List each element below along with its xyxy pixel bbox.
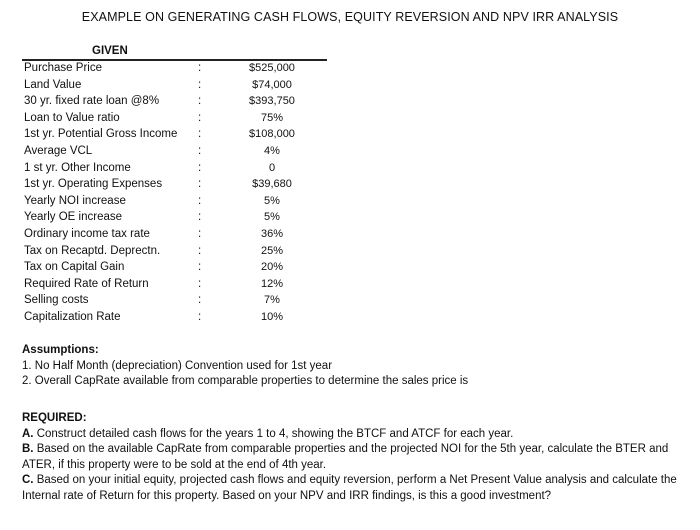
- assumption-item-1: 1. No Half Month (depreciation) Convention used for 1st year: [22, 359, 333, 372]
- given-header: [22, 45, 327, 61]
- given-value: 7%: [264, 294, 280, 307]
- given-label: Tax on Recaptd. Deprectn.: [24, 244, 161, 257]
- required-item-letter: A.: [22, 427, 34, 440]
- given-value: $393,750: [249, 95, 295, 108]
- given-colon: :: [198, 78, 202, 91]
- given-colon: :: [198, 62, 202, 74]
- given-row-capital-gain-tax: [22, 261, 327, 278]
- required-heading: REQUIRED:: [22, 412, 87, 424]
- given-colon: :: [198, 211, 202, 224]
- given-colon: :: [198, 227, 202, 240]
- page-title: EXAMPLE ON GENERATING CASH FLOWS, EQUITY REVERSION AND NPV IRR ANALYSIS: [81, 10, 619, 24]
- given-value: $74,000: [252, 78, 292, 91]
- given-colon: :: [198, 261, 202, 274]
- given-label: Ordinary income tax rate: [24, 227, 150, 240]
- given-row-required-return: [22, 278, 327, 295]
- required-item-a: [22, 427, 692, 443]
- given-label: 1 st yr. Other Income: [24, 161, 131, 174]
- given-value: $39,680: [252, 178, 292, 191]
- given-header-label: GIVEN: [92, 45, 128, 57]
- given-label: Land Value: [24, 78, 82, 91]
- given-colon: :: [198, 161, 202, 174]
- required-item-letter: B.: [22, 443, 34, 455]
- required-item-c: [22, 473, 692, 504]
- given-value: 25%: [260, 244, 284, 257]
- given-row-operating-expenses: [22, 178, 327, 195]
- given-value: 36%: [260, 227, 284, 240]
- assumptions-section: [22, 343, 692, 390]
- given-row-recapture-tax: [22, 245, 327, 262]
- given-value: 75%: [260, 111, 284, 124]
- given-row-loan: [22, 95, 327, 112]
- given-colon: :: [198, 244, 202, 257]
- required-item-letter: C.: [22, 474, 34, 486]
- given-colon: :: [198, 294, 202, 307]
- given-label: Purchase Price: [24, 62, 102, 74]
- given-row-ltv: [22, 112, 327, 129]
- given-row-cap-rate: [22, 311, 327, 328]
- given-row-vcl: [22, 145, 327, 162]
- required-section: [22, 411, 692, 504]
- given-label: Tax on Capital Gain: [24, 261, 125, 274]
- required-item-text: Based on your initial equity, projected cash flows and equity reversion, perform a Net Present Value analysis and calculate the Internal rate of Return for this property. Based on your NPV and IRR findings, is this a good investment?: [22, 474, 677, 502]
- given-row-other-income: [22, 162, 327, 179]
- given-value: 20%: [260, 261, 284, 274]
- given-label: Average VCL: [24, 144, 93, 157]
- given-value: $525,000: [249, 62, 295, 74]
- given-label: 30 yr. fixed rate loan @8%: [24, 95, 160, 108]
- given-row-selling-costs: [22, 294, 327, 311]
- required-item-text: Construct detailed cash flows for the years 1 to 4, showing the BTCF and ATCF for each year.: [33, 427, 514, 440]
- given-colon: :: [198, 111, 202, 124]
- given-colon: :: [198, 194, 202, 207]
- required-item-text: Based on the available CapRate from comparable properties and the projected NOI for the 5th year, calculate the BTER and ATER, if this property were to be sold at the end of 4th year.: [22, 443, 669, 471]
- assumption-item-2: 2. Overall CapRate available from comparable properties to determine the sales price is: [22, 375, 469, 387]
- given-colon: :: [198, 95, 202, 108]
- given-label: Capitalization Rate: [24, 310, 121, 323]
- given-row-purchase-price: [22, 62, 327, 79]
- given-row-land-value: [22, 79, 327, 96]
- given-value: 10%: [260, 310, 284, 323]
- given-colon: :: [198, 178, 202, 191]
- assumptions-heading: Assumptions:: [22, 344, 99, 356]
- given-label: 1st yr. Potential Gross Income: [24, 128, 178, 141]
- given-row-pgi: [22, 128, 327, 145]
- given-colon: :: [198, 310, 202, 323]
- required-item-b: [22, 442, 692, 473]
- given-label: Selling costs: [24, 294, 89, 307]
- given-value: 4%: [264, 144, 280, 157]
- given-label: Yearly NOI increase: [24, 194, 126, 207]
- given-row-noi-increase: [22, 195, 327, 212]
- given-label: Yearly OE increase: [24, 211, 123, 224]
- given-value: 12%: [260, 277, 284, 290]
- given-label: 1st yr. Operating Expenses: [24, 178, 163, 191]
- given-value: 0: [268, 161, 276, 174]
- given-value: 5%: [264, 211, 280, 224]
- given-colon: :: [198, 277, 202, 290]
- given-colon: :: [198, 128, 202, 141]
- given-row-oe-increase: [22, 211, 327, 228]
- given-label: Loan to Value ratio: [24, 111, 120, 124]
- given-table: [22, 62, 327, 328]
- given-row-income-tax: [22, 228, 327, 245]
- given-value: 5%: [264, 194, 280, 207]
- given-value: $108,000: [249, 128, 295, 141]
- given-colon: :: [198, 144, 202, 157]
- given-label: Required Rate of Return: [24, 277, 149, 290]
